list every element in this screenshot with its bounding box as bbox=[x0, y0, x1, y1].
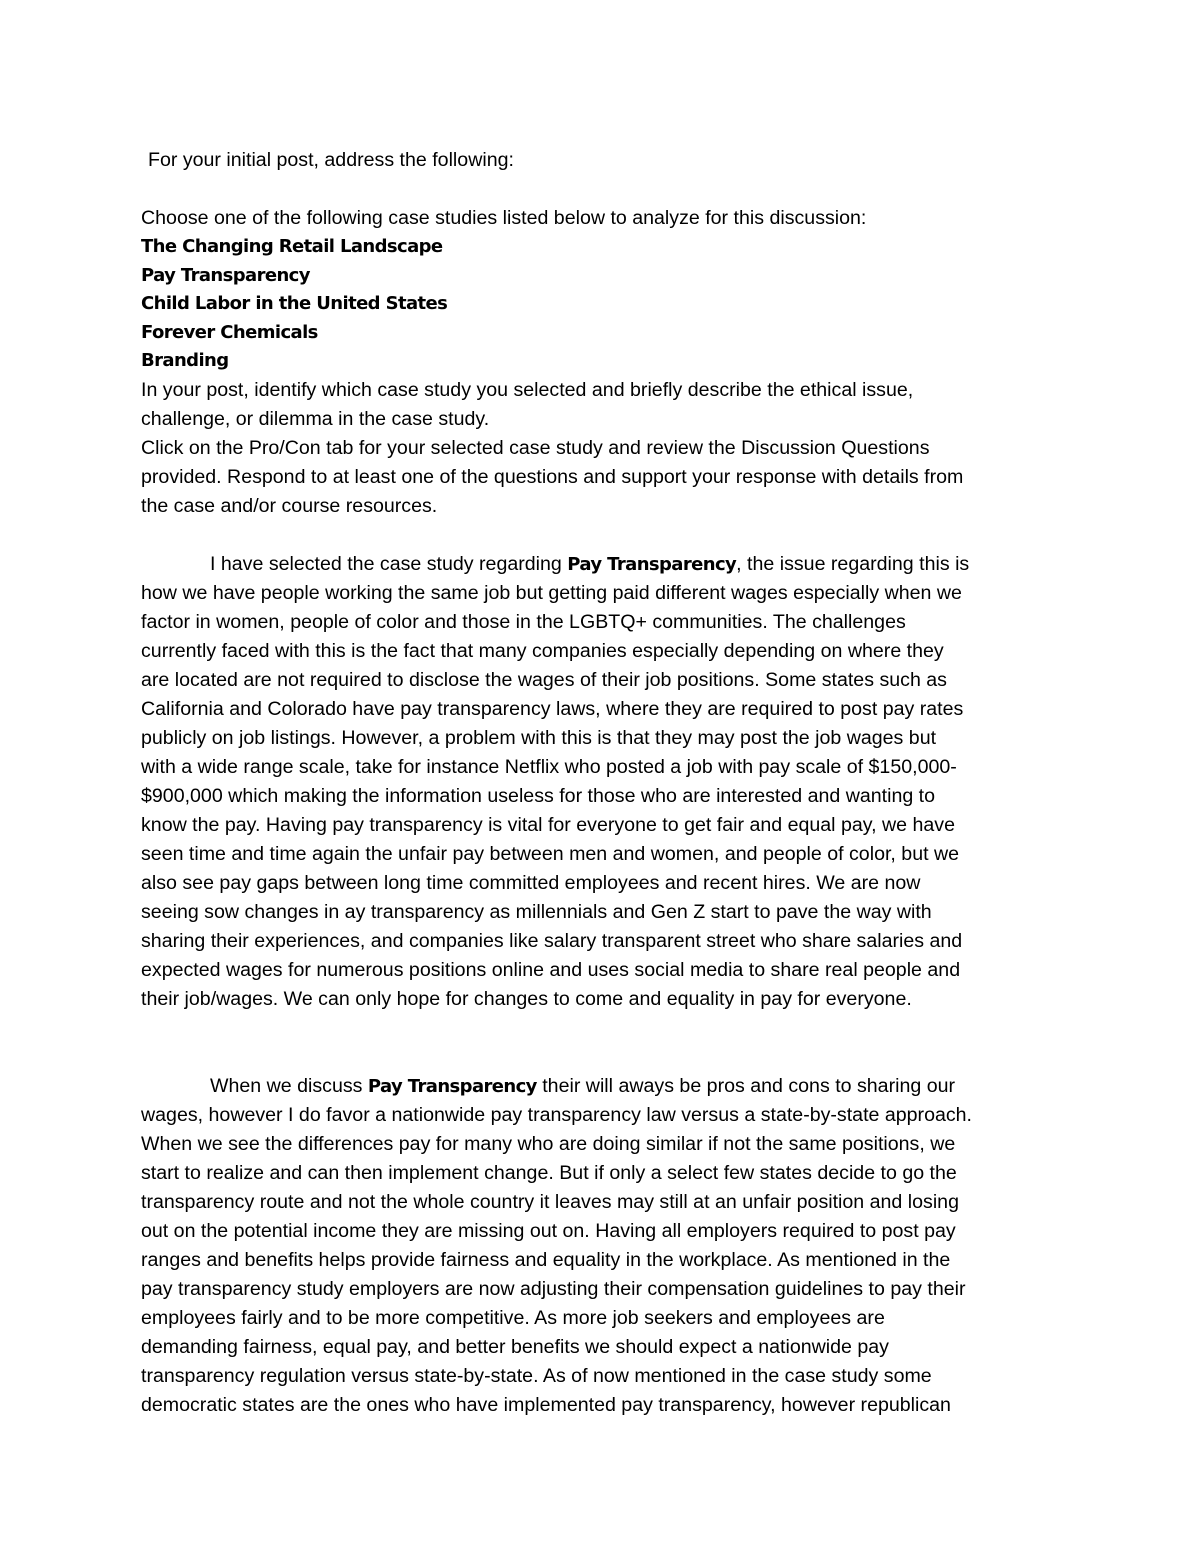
paragraph-line: pay transparency study employers are now adjusting their compensation guidelines to pay their bbox=[141, 1277, 966, 1300]
paragraph-line: When we see the differences pay for many who are doing similar if not the same positions, we bbox=[141, 1132, 956, 1155]
paragraph-line: currently faced with this is the fact that many companies especially depending on where they bbox=[141, 639, 944, 662]
paragraph-line: out on the potential income they are missing out on. Having all employers required to post pay bbox=[141, 1219, 956, 1242]
paragraph-line: employees fairly and to be more competitive. As more job seekers and employees are bbox=[141, 1306, 885, 1329]
paragraph-line: their job/wages. We can only hope for changes to come and equality in pay for everyone. bbox=[141, 987, 912, 1010]
paragraph-line: how we have people working the same job but getting paid different wages especially when we bbox=[141, 581, 962, 604]
paragraph-text: I have selected the case study regarding bbox=[210, 552, 568, 575]
paragraph-line: demanding fairness, equal pay, and better benefits we should expect a nationwide pay bbox=[141, 1335, 889, 1358]
blank-line bbox=[141, 521, 1061, 550]
paragraph-line: with a wide range scale, take for instance Netflix who posted a job with pay scale of $150,000- bbox=[141, 755, 957, 778]
blank-line bbox=[141, 175, 1061, 204]
case-study-name-bold: Pay Transparency bbox=[367, 1075, 537, 1097]
procon-instruction-line: provided. Respond to at least one of the questions and support your response with details from bbox=[141, 465, 964, 488]
paragraph-line: seeing sow changes in ay transparency as millennials and Gen Z start to pave the way with bbox=[141, 900, 932, 923]
choose-instruction: Choose one of the following case studies listed below to analyze for this discussion: bbox=[141, 207, 867, 229]
paragraph-line: also see pay gaps between long time committed employees and recent hires. We are now bbox=[141, 871, 921, 894]
paragraph-text: their will aways be pros and cons to sharing our bbox=[536, 1074, 956, 1097]
paragraph-line: transparency route and not the whole country it leaves may still at an unfair position and losing bbox=[141, 1190, 959, 1213]
paragraph-text: When we discuss bbox=[210, 1074, 368, 1097]
paragraph-line: publicly on job listings. However, a problem with this is that they may post the job wages but bbox=[141, 726, 937, 749]
blank-lines bbox=[141, 1014, 1061, 1072]
case-study-item: Pay Transparency bbox=[141, 264, 310, 286]
paragraph-line: California and Colorado have pay transparency laws, where they are required to post pay rates bbox=[141, 697, 964, 720]
paragraph-line: are located are not required to disclose the wages of their job positions. Some states such as bbox=[141, 668, 947, 691]
case-study-name-bold: Pay Transparency bbox=[567, 553, 737, 575]
case-study-item: Forever Chemicals bbox=[141, 321, 318, 343]
paragraph-line: sharing their experiences, and companies like salary transparent street who share salaries and bbox=[141, 929, 963, 952]
paragraph-line: wages, however I do favor a nationwide pay transparency law versus a state-by-state approach. bbox=[141, 1103, 973, 1126]
case-study-item: Child Labor in the United States bbox=[141, 293, 448, 315]
procon-instruction-line: the case and/or course resources. bbox=[141, 494, 438, 517]
paragraph-line: $900,000 which making the information useless for those who are interested and wanting to bbox=[141, 784, 936, 807]
paragraph-text: , the issue regarding this is bbox=[736, 552, 970, 575]
paragraph-line: expected wages for numerous positions online and uses social media to share real people and bbox=[141, 958, 961, 981]
response-paragraph-1 bbox=[141, 550, 1061, 1014]
paragraph-line: start to realize and can then implement change. But if only a select few states decide to go the bbox=[141, 1161, 957, 1184]
identify-instruction-line: challenge, or dilemma in the case study. bbox=[141, 407, 490, 430]
case-study-item: The Changing Retail Landscape bbox=[141, 236, 443, 257]
paragraph-line: seen time and time again the unfair pay between men and women, and people of color, but we bbox=[141, 842, 960, 865]
case-study-item: Branding bbox=[141, 350, 229, 372]
case-study-list bbox=[141, 233, 1061, 376]
document-page bbox=[141, 146, 1061, 1420]
paragraph-first-line bbox=[141, 550, 1061, 579]
paragraph-line: ranges and benefits helps provide fairness and equality in the workplace. As mentioned in the bbox=[141, 1248, 951, 1271]
procon-instruction-line: Click on the Pro/Con tab for your selected case study and review the Discussion Questions bbox=[141, 436, 930, 459]
paragraph-line: know the pay. Having pay transparency is vital for everyone to get fair and equal pay, we have bbox=[141, 813, 955, 836]
intro-line: For your initial post, address the following: bbox=[148, 149, 514, 171]
paragraph-line: transparency regulation versus state-by-state. As of now mentioned in the case study some bbox=[141, 1364, 932, 1387]
identify-instruction-line: In your post, identify which case study you selected and briefly describe the ethical issue, bbox=[141, 378, 914, 401]
paragraph-line: democratic states are the ones who have implemented pay transparency, however republican bbox=[141, 1393, 951, 1416]
paragraph-line: factor in women, people of color and those in the LGBTQ+ communities. The challenges bbox=[141, 610, 906, 633]
paragraph-first-line bbox=[141, 1072, 1061, 1101]
response-paragraph-2 bbox=[141, 1072, 1061, 1420]
